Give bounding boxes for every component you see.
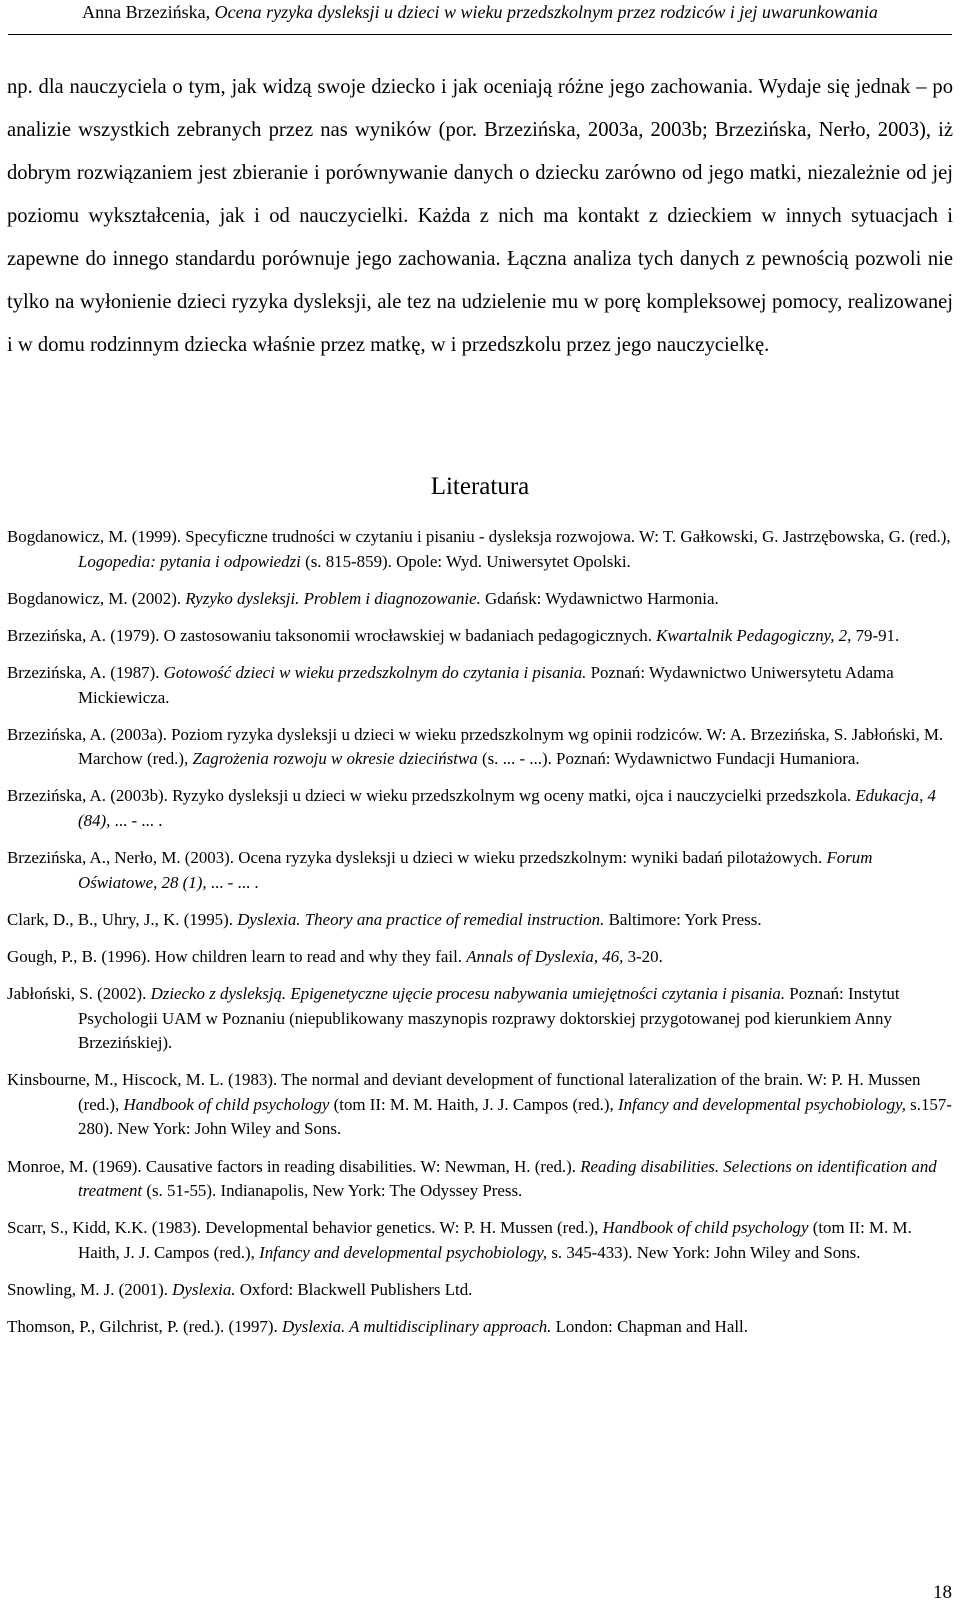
- reference-item: Bogdanowicz, M. (1999). Specyficzne trudności w czytaniu i pisaniu - dysleksja rozwojowa. W: T. Gałkowski, G. Jastrzębowska, G. (red.), Logopedia: pytania i odpowiedzi (s. 815-859). Opole: Wyd. Uniwersytet Opolski.: [7, 527, 951, 571]
- reference-item: Gough, P., B. (1996). How children learn to read and why they fail. Annals of Dyslexia, 46, 3-20.: [7, 947, 663, 966]
- reference-item: Brzezińska, A. (1979). O zastosowaniu taksonomii wrocławskiej w badaniach pedagogicznych. Kwartalnik Pedagogiczny, 2, 79-91.: [7, 625, 900, 645]
- reference-item: Brzezińska, A. (2003a). Poziom ryzyka dysleksji u dzieci w wieku przedszkolnym wg opinii rodziców. W: A. Brzezińska, S. Jabłoński, M. Marchow (red.), Zagrożenia rozwoju w okresie dzieciństwa (s. ... - ...). Poznań: Wydawnictwo Fundacji Humaniora.: [7, 724, 944, 769]
- body-paragraph: np. dla nauczyciela o tym, jak widzą swoje dziecko i jak oceniają różne jego zachowania. Wydaje się jednak – po analizie wszystkich zebranych przez nas wyników (por. Brzezińska, 2003a, 2003b; Brzezińska, Nerło, 2003), iż dobrym rozwiązaniem jest zbieranie i porównywanie danych o dziecku zarówno od jego matki, niezależnie od jej poziomu wykształcenia, jak i od nauczycielki. Każda z nich ma kontakt z dzieckiem w innych sytuacjach i zapewne do innego standardu porównuje jego zachowania. Łączna analiza tych danych z pewnością pozwoli nie tylko na wyłonienie dzieci ryzyka dysleksji, ale tez na udzielenie mu w porę kompleksowej pomocy, realizowanej i w domu rodzinnym dziecka właśnie przez matkę, w i przedszkolu przez jego nauczycielkę.: [7, 76, 953, 356]
- reference-item: Brzezińska, A., Nerło, M. (2003). Ocena ryzyka dysleksji u dzieci w wieku przedszkolnym: wyniki badań pilotażowych. Forum Oświatowe, 28 (1), ... - ... .: [7, 848, 873, 892]
- header-author: Anna Brzezińska,: [82, 2, 215, 22]
- reference-item: Bogdanowicz, M. (2002). Ryzyko dysleksji. Problem i diagnozowanie. Gdańsk: Wydawnictwo Harmonia.: [7, 588, 719, 608]
- running-header: [8, 0, 952, 35]
- page-number: 18: [933, 1582, 952, 1603]
- reference-item: Kinsbourne, M., Hiscock, M. L. (1983). The normal and deviant development of functional lateralization of the brain. W: P. H. Mussen (red.), Handbook of child psychology (tom II: M. M. Haith, J. J. Campos (red.), Infancy and developmental psychobiology, s.157-280). New York: John Wiley and Sons.: [7, 1070, 952, 1139]
- reference-item: Monroe, M. (1969). Causative factors in reading disabilities. W: Newman, H. (red.). Reading disabilities. Selections on identification and treatment (s. 51-55). Indianapolis, New York: The Odyssey Press.: [7, 1156, 937, 1201]
- reference-item: Thomson, P., Gilchrist, P. (red.). (1997). Dyslexia. A multidisciplinary approach. London: Chapman and Hall.: [7, 1317, 748, 1337]
- literature-heading: Literatura: [430, 473, 530, 500]
- reference-item: Jabłoński, S. (2002). Dziecko z dysleksją. Epigenetyczne ujęcie procesu nabywania umiejętności czytania i pisania. Poznań: Instytut Psychologii UAM w Poznaniu (niepublikowany maszynopis rozprawy doktorskiej przygotowanej pod kierunkiem Anny Brzezińskiej).: [7, 984, 900, 1053]
- reference-item: Snowling, M. J. (2001). Dyslexia. Oxford: Blackwell Publishers Ltd.: [7, 1279, 473, 1299]
- reference-item: Scarr, S., Kidd, K.K. (1983). Developmental behavior genetics. W: P. H. Mussen (red.), Handbook of child psychology (tom II: M. M. Haith, J. J. Campos (red.), Infancy and developmental psychobiology, s. 345-433). New York: John Wiley and Sons.: [7, 1218, 912, 1262]
- reference-item: Brzezińska, A. (1987). Gotowość dzieci w wieku przedszkolnym do czytania i pisania. Poznań: Wydawnictwo Uniwersytetu Adama Mickiewicza.: [7, 663, 894, 707]
- reference-item: Clark, D., B., Uhry, J., K. (1995). Dyslexia. Theory ana practice of remedial instruction. Baltimore: York Press.: [7, 909, 762, 929]
- header-title: Ocena ryzyka dysleksji u dzieci w wieku przedszkolnym przez rodziców i jej uwarunkowania: [214, 2, 878, 22]
- reference-item: Brzezińska, A. (2003b). Ryzyko dysleksji u dzieci w wieku przedszkolnym wg oceny matki, ojca i nauczycielki przedszkola. Edukacja, 4 (84), ... - ... .: [7, 786, 936, 830]
- reference-list: [7, 525, 953, 1352]
